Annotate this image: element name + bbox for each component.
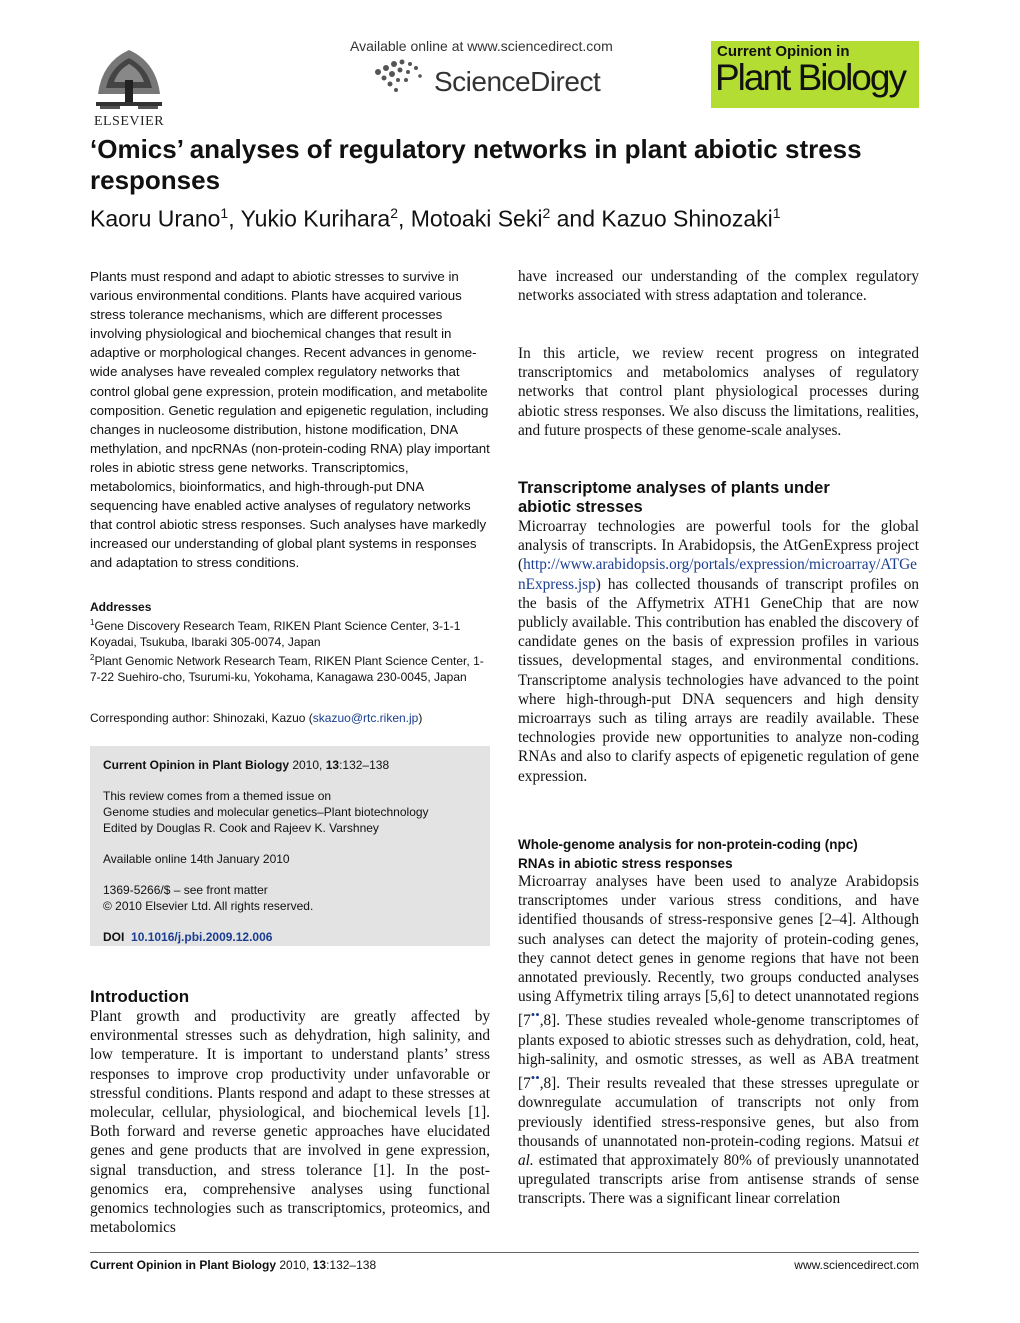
article-title	[90, 134, 920, 196]
footer-pages: :132–138	[326, 1258, 377, 1272]
footer-volume: 13	[312, 1258, 327, 1272]
address-text: Plant Genomic Network Research Team, RIKEN Plant Science Center, 1-7-22 Suehiro-cho, Tsurumi-ku, Yokohama, Kanagawa 230-0045, Japan	[90, 654, 484, 684]
author-separator: ,	[397, 205, 411, 232]
info-volume: 13	[325, 758, 340, 772]
journal-badge-top: Current Opinion in	[717, 43, 850, 60]
transcriptome-paragraph	[518, 517, 919, 786]
body-paragraph: have increased our understanding of the complex regulatory networks associated with stress adaptation and tolerance.	[518, 268, 919, 305]
body-paragraph: In this article, we review recent progress on integrated transcriptomics and metabolomics analyses of regulatory networks that control plant physiological processes during abiotic stress responses. We also discuss the limitations, realities, and future prospects of these genome-scale analyses.	[518, 345, 919, 439]
doi-line	[103, 929, 477, 945]
journal-badge-main: Plant Biology	[715, 57, 905, 98]
citation-bullets: ••	[530, 1071, 540, 1086]
footer-divider	[90, 1252, 919, 1253]
paragraph-text: Microarray technologies are powerful tools for the global analysis of transcripts. In Arabidopsis, the AtGenExpress project (	[518, 518, 919, 574]
title-line-2: responses	[90, 165, 221, 195]
paragraph-text: ,8]. These studies revealed whole-genome transcriptomes of plants exposed to abiotic stresses such as dehydration, cold, heat, high-salinity, and osmotic stresses, as well as ABA treatment [7	[518, 1012, 919, 1093]
sciencedirect-wordmark: ScienceDirect	[434, 66, 601, 97]
paragraph-text: estimated that approximately 80% of previously unannotated upregulated transcripts arise from antisense strands of sense transcripts. There was a significant linear correlation	[518, 1152, 919, 1208]
sciencedirect-dots-icon	[372, 58, 436, 98]
author-affiliation: 1	[772, 205, 781, 221]
copyright-line: © 2010 Elsevier Ltd. All rights reserved.	[103, 899, 314, 913]
address-entry	[90, 650, 490, 685]
issn-line: 1369-5266/$ – see front matter	[103, 883, 268, 897]
atgenexpress-link[interactable]: http://www.arabidopsis.org/portals/expression/microarray/ATGenExpress.jsp	[518, 556, 917, 593]
theme-editors: Edited by Douglas R. Cook and Rajeev K. Varshney	[103, 821, 379, 835]
author-separator: ,	[228, 205, 241, 232]
author-name: Yukio Kurihara	[240, 205, 391, 232]
author-affiliation: 2	[390, 205, 398, 221]
doi-link[interactable]: 10.1016/j.pbi.2009.12.006	[131, 930, 273, 944]
paragraph-text: ,8]. Their results revealed that these stresses upregulate or downregulate accumulation of transcripts not only from previously identified stress-responsive genes, but also from thousands of unannotated non-protein-coding regions. Matsui	[518, 1075, 919, 1150]
article-info-box	[90, 746, 490, 946]
address-entry	[90, 615, 490, 650]
paragraph-text: ) has collected thousands of transcript profiles on the basis of the Affymetrix ATH1 GeneChip that are now publicly available. This contribution has enabled the discovery of candidate genes on the basis of expression profiles in various tissues, developmental stages, and environmental conditions. Transcriptome analysis technologies have advanced to the point where high-through-put DNA sequencers and high density microarrays such as tiling arrays are readily available. These technologies provide new opportunities to analyze non-coding RNAs and also to clarify aspects of epigenetic regulation of gene expression.	[518, 575, 919, 785]
theme-line: This review comes from a themed issue on	[103, 789, 332, 803]
addresses-heading: Addresses	[90, 600, 152, 614]
section-heading-line: abiotic stresses	[518, 498, 643, 516]
rights-block	[103, 882, 477, 914]
sciencedirect-logo[interactable]	[372, 58, 622, 102]
corresponding-email-link[interactable]: skazuo@rtc.riken.jp	[312, 711, 419, 725]
author-affiliation: 1	[220, 205, 229, 221]
author-name: Kaoru Urano	[90, 205, 221, 232]
footer-citation	[90, 1258, 376, 1272]
citation-bullets: ••	[530, 1008, 540, 1023]
paragraph-text: Microarray analyses have been used to analyze Arabidopsis transcriptomes under various stress conditions, and have identified thousands of stress-responsive genes [2–4]. Although such analyses can detect the majority of protein-coding genes, they cannot detect genes in genome regions that have not been annotated previously. Recently, two groups conducted analyses using Affymetrix tiling arrays [5,6] to detect unannotated regions [7	[518, 873, 919, 1030]
author-separator: and	[550, 205, 602, 232]
intro-paragraph: Plant growth and productivity are greatly affected by environmental stresses such as dehydration, high salinity, and low temperature. It is important to understand plants’ stress responses to improve crop productivity under unfavorable or stressful conditions. Plants respond and adapt to these stresses at molecular, cellular, physiological, and biochemical levels [1]. Both forward and reverse genetic approaches have elucidated genes and gene products that are involved in gene expression, signal transduction, and stress tolerance [1]. In the post-genomics era, comprehensive analyses using functional genomics technologies such as transcriptomics, proteomics, and metabolomics	[90, 1008, 490, 1237]
address-number: 2	[90, 653, 95, 662]
title-line-1: ‘Omics’ analyses of regulatory networks in plant abiotic stress	[90, 134, 862, 164]
address-text: Gene Discovery Research Team, RIKEN Plant Science Center, 3-1-1 Koyadai, Tsukuba, Ibaraki 305-0074, Japan	[90, 619, 461, 649]
journal-badge	[711, 41, 919, 108]
publisher-name: ELSEVIER	[93, 114, 165, 129]
intro-heading: Introduction	[90, 987, 190, 1006]
section-heading-line: RNAs in abiotic stress responses	[518, 856, 733, 871]
doi-label: DOI	[103, 930, 125, 944]
available-online-text: Available online at www.sciencedirect.com	[350, 38, 613, 54]
author-affiliation: 2	[542, 205, 551, 221]
section-heading-line: Whole-genome analysis for non-protein-coding (npc)	[518, 837, 858, 852]
abstract	[90, 267, 490, 573]
author-name: Kazuo Shinozaki	[601, 205, 773, 232]
footer-year: 2010,	[276, 1258, 313, 1272]
citation-block	[103, 757, 477, 773]
author-list	[90, 198, 920, 234]
info-pages: :132–138	[339, 758, 390, 772]
et-al: et al.	[518, 1132, 919, 1170]
footer-site-link[interactable]: www.sciencedirect.com	[794, 1258, 919, 1272]
info-journal: Current Opinion in Plant Biology	[103, 758, 289, 772]
author-name: Motoaki Seki	[410, 205, 543, 232]
section-heading-transcriptome	[518, 479, 919, 517]
address-number: 1	[90, 618, 95, 627]
footer-journal: Current Opinion in Plant Biology	[90, 1258, 276, 1272]
elsevier-logo	[88, 42, 170, 132]
corresponding-label: Corresponding author: Shinozaki, Kazuo (	[90, 711, 313, 725]
addresses	[90, 599, 490, 685]
elsevier-tree-icon	[92, 42, 166, 112]
section-heading-line: Transcriptome analyses of plants under	[518, 479, 830, 497]
npcrna-paragraph	[518, 872, 919, 1209]
corresponding-close: )	[418, 711, 423, 725]
theme-block	[103, 788, 477, 836]
available-date: Available online 14th January 2010	[103, 852, 290, 866]
section-heading-npcrna	[518, 835, 919, 873]
abstract-text: Plants must respond and adapt to abiotic stresses to survive in various environmental conditions. Plants have acquired various stress tolerance mechanisms, which are different processes involving physiological and biochemical changes that result in adaptive or morphological changes. Recent advances in genome-wide analyses have revealed complex regulatory networks that control global gene expression, protein modification, and metabolite composition. Genetic regulation and epigenetic regulation, including changes in nucleosome distribution, histone modification, DNA methylation, and npcRNAs (non-protein-coding RNA) play important roles in abiotic stress gene networks. Transcriptomics, metabolomics, bioinformatics, and high-through-put DNA sequencing have enabled active analyses of regulatory networks that control abiotic stress responses. Such analyses have markedly increased our understanding of global plant systems in responses and adaptation to stress conditions.	[90, 269, 490, 571]
corresponding-author	[90, 710, 490, 726]
info-year: 2010,	[289, 758, 326, 772]
theme-line: Genome studies and molecular genetics–Plant biotechnology	[103, 805, 429, 819]
